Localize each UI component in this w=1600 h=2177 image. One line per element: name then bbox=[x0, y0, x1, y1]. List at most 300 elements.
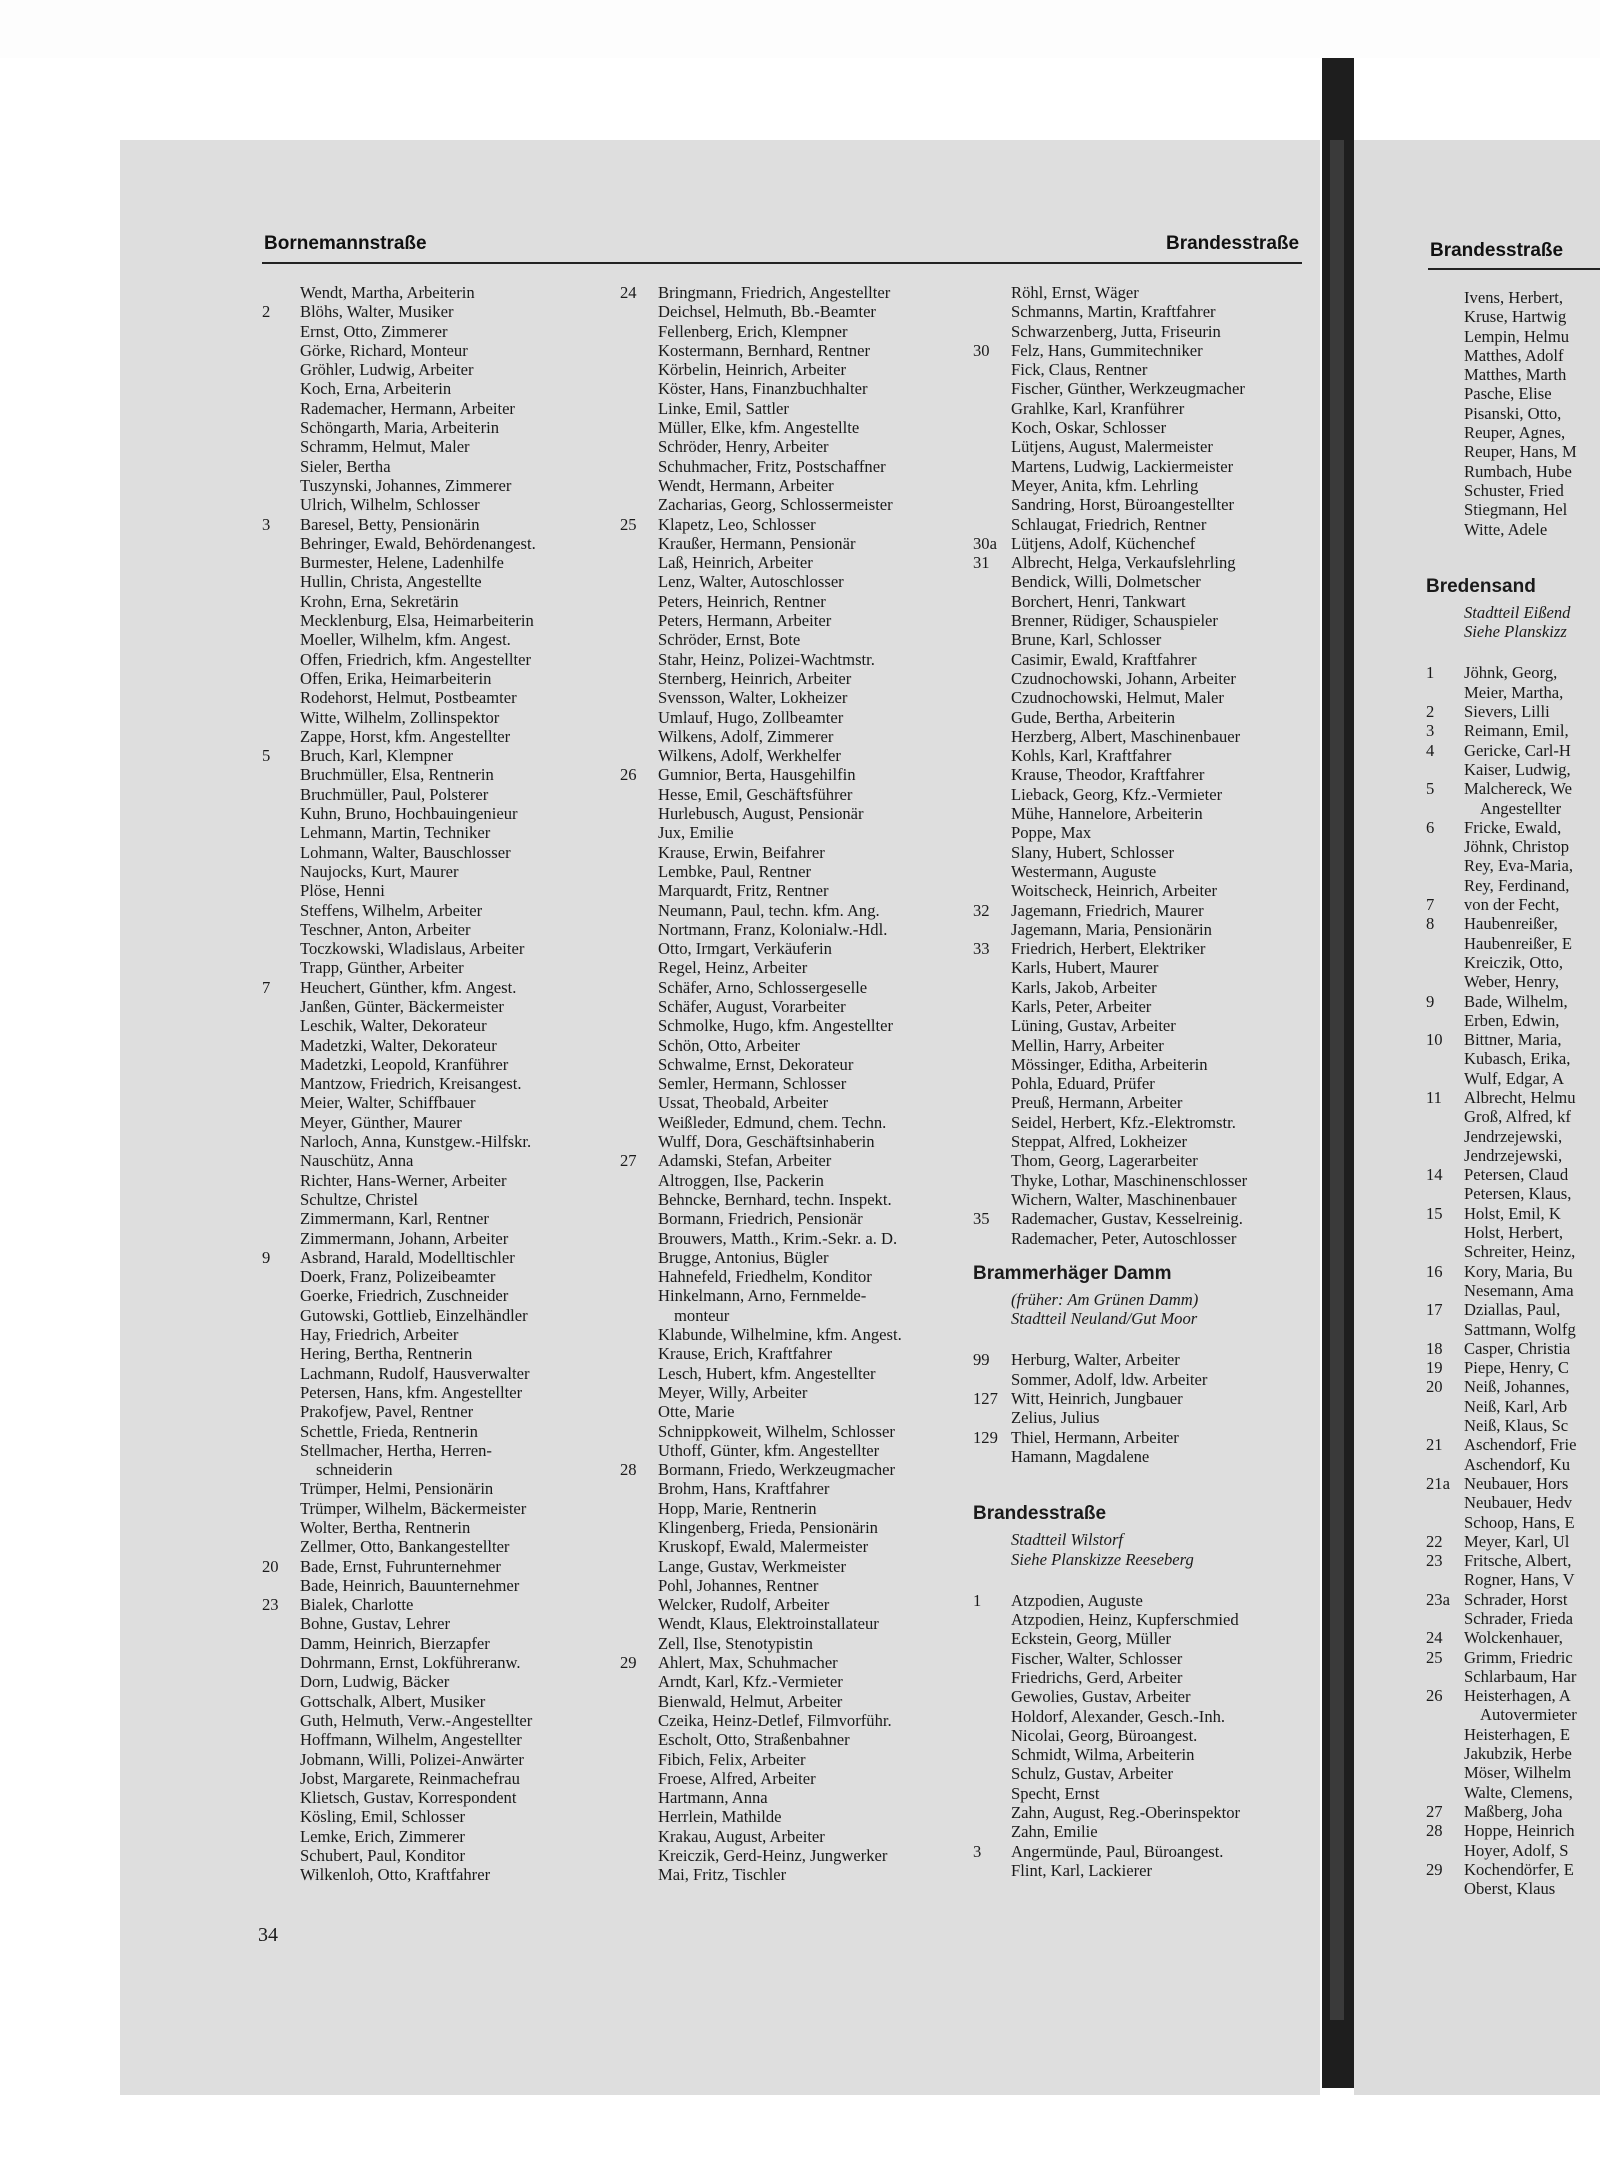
resident-name: Fricke, Ewald, bbox=[1464, 817, 1562, 837]
resident-name: Sievers, Lilli bbox=[1464, 702, 1550, 722]
directory-entry bbox=[262, 1865, 602, 1884]
resident-name: Semler, Hermann, Schlosser bbox=[658, 1074, 847, 1094]
directory-entry bbox=[262, 592, 602, 611]
directory-entry bbox=[262, 1576, 602, 1595]
directory-entry bbox=[973, 1055, 1313, 1074]
middle-running-header: Brandesstraße bbox=[1166, 233, 1300, 254]
right-header-rule bbox=[1428, 268, 1600, 270]
resident-name: Meyer, Anita, kfm. Lehrling bbox=[1011, 475, 1199, 495]
directory-entry bbox=[973, 418, 1313, 437]
directory-entry bbox=[620, 302, 960, 321]
resident-name: Brouwers, Matth., Krim.-Sekr. a. D. bbox=[658, 1228, 898, 1248]
resident-name: Schäfer, Arno, Schlossergeselle bbox=[658, 977, 868, 997]
directory-entry bbox=[1426, 1377, 1600, 1396]
directory-entry bbox=[973, 765, 1313, 784]
resident-name: Schreiter, Heinz, bbox=[1464, 1242, 1576, 1262]
resident-name: Behringer, Ewald, Behördenangest. bbox=[300, 533, 536, 553]
directory-entry bbox=[620, 457, 960, 476]
directory-entry bbox=[262, 1653, 602, 1672]
directory-entry bbox=[1426, 1802, 1600, 1821]
directory-entry bbox=[262, 862, 602, 881]
directory-entry bbox=[262, 1499, 602, 1518]
resident-name: Froese, Alfred, Arbeiter bbox=[658, 1768, 816, 1788]
directory-entry bbox=[1426, 1860, 1600, 1879]
house-number: 10 bbox=[1426, 1030, 1443, 1050]
house-number: 6 bbox=[1426, 817, 1435, 837]
house-number: 15 bbox=[1426, 1203, 1443, 1223]
resident-name: Klingenberg, Frieda, Pensionärin bbox=[658, 1518, 878, 1537]
directory-entry bbox=[620, 437, 960, 456]
directory-entry bbox=[620, 1229, 960, 1248]
resident-name: Kraußer, Hermann, Pensionär bbox=[658, 533, 856, 553]
resident-name: Schwarzenberg, Jutta, Friseurin bbox=[1011, 321, 1221, 341]
directory-entry bbox=[973, 1822, 1313, 1841]
resident-name: Goerke, Friedrich, Zuschneider bbox=[300, 1286, 509, 1306]
directory-entry bbox=[262, 1769, 602, 1788]
directory-entry bbox=[620, 727, 960, 746]
resident-name: Martens, Ludwig, Lackiermeister bbox=[1011, 456, 1234, 476]
directory-entry bbox=[973, 1803, 1313, 1822]
directory-entry bbox=[262, 1479, 602, 1498]
directory-entry bbox=[620, 1827, 960, 1846]
directory-entry bbox=[973, 1764, 1313, 1783]
resident-name: Baresel, Betty, Pensionärin bbox=[300, 514, 480, 534]
directory-entry bbox=[262, 688, 602, 707]
directory-entry bbox=[262, 1171, 602, 1190]
resident-name: Brune, Karl, Schlosser bbox=[1011, 630, 1162, 650]
resident-name: Lehmann, Martin, Techniker bbox=[300, 823, 491, 843]
resident-name: Meyer, Günther, Maurer bbox=[300, 1112, 462, 1132]
directory-entry bbox=[620, 862, 960, 881]
resident-name: Sattmann, Wolfg bbox=[1464, 1319, 1576, 1339]
directory-entry bbox=[620, 1769, 960, 1788]
directory-entry bbox=[262, 1306, 602, 1325]
directory-entry bbox=[620, 1016, 960, 1035]
resident-name: Gewolies, Gustav, Arbeiter bbox=[1011, 1687, 1191, 1707]
resident-name: Mai, Fritz, Tischler bbox=[658, 1865, 787, 1885]
resident-name: Klietsch, Gustav, Korrespondent bbox=[300, 1788, 517, 1808]
directory-entry bbox=[1426, 1262, 1600, 1281]
directory-entry bbox=[620, 399, 960, 418]
directory-entry bbox=[262, 399, 602, 418]
house-number: 20 bbox=[1426, 1377, 1443, 1397]
directory-entry bbox=[973, 1842, 1313, 1861]
directory-entry bbox=[262, 881, 602, 900]
directory-entry bbox=[262, 1209, 602, 1228]
directory-entry bbox=[1426, 1069, 1600, 1088]
directory-entry bbox=[262, 1730, 602, 1749]
resident-name: Bialek, Charlotte bbox=[300, 1595, 414, 1615]
directory-entry bbox=[262, 322, 602, 341]
resident-name: Zacharias, Georg, Schlossermeister bbox=[658, 495, 893, 515]
street-note: Stadtteil Neuland/Gut Moor bbox=[1011, 1309, 1198, 1329]
house-number: 3 bbox=[973, 1841, 982, 1861]
directory-entry bbox=[620, 1846, 960, 1865]
directory-entry bbox=[620, 1171, 960, 1190]
house-number: 5 bbox=[262, 746, 271, 766]
resident-name: Hullin, Christa, Angestellte bbox=[300, 572, 482, 592]
directory-entry bbox=[1426, 1204, 1600, 1223]
resident-name: Mühe, Hannelore, Arbeiterin bbox=[1011, 804, 1203, 824]
directory-entry bbox=[1426, 1146, 1600, 1165]
resident-name: Reuper, Hans, M bbox=[1464, 442, 1577, 462]
directory-entry bbox=[620, 1576, 960, 1595]
resident-name: Trapp, Günther, Arbeiter bbox=[300, 958, 464, 978]
directory-entry bbox=[620, 843, 960, 862]
directory-entry bbox=[620, 746, 960, 765]
house-number: 25 bbox=[1426, 1647, 1443, 1667]
resident-name: Casper, Christia bbox=[1464, 1338, 1571, 1358]
resident-name: Atzpodien, Auguste bbox=[1011, 1590, 1143, 1610]
directory-entry bbox=[620, 379, 960, 398]
directory-entry bbox=[973, 1550, 1313, 1569]
directory-entry bbox=[1426, 1474, 1600, 1493]
resident-name: Pasche, Elise bbox=[1464, 384, 1552, 404]
directory-entry bbox=[1426, 837, 1600, 856]
directory-entry bbox=[1426, 972, 1600, 991]
directory-entry bbox=[620, 650, 960, 669]
directory-entry bbox=[262, 572, 602, 591]
directory-entry bbox=[1426, 1223, 1600, 1242]
resident-name: Plöse, Henni bbox=[300, 881, 385, 901]
resident-name: Ivens, Herbert, bbox=[1464, 288, 1564, 307]
resident-name: Madetzki, Walter, Dekorateur bbox=[300, 1035, 497, 1055]
resident-name: Gude, Bertha, Arbeiterin bbox=[1011, 707, 1176, 727]
resident-name: Zellmer, Otto, Bankangestellter bbox=[300, 1537, 510, 1557]
directory-entry bbox=[620, 823, 960, 842]
resident-name: Mellin, Harry, Arbeiter bbox=[1011, 1035, 1164, 1055]
resident-name: Casimir, Ewald, Kraftfahrer bbox=[1011, 649, 1197, 669]
directory-entry bbox=[620, 1653, 960, 1672]
resident-name: Lesch, Hubert, kfm. Angestellter bbox=[658, 1363, 876, 1383]
house-number: 35 bbox=[973, 1209, 990, 1229]
resident-name: Weißleder, Edmund, chem. Techn. bbox=[658, 1112, 887, 1132]
resident-name: Schön, Otto, Arbeiter bbox=[658, 1035, 800, 1055]
resident-name: Pohl, Johannes, Rentner bbox=[658, 1575, 819, 1595]
directory-entry bbox=[1426, 1648, 1600, 1667]
directory-entry bbox=[973, 283, 1313, 302]
resident-name: Zimmermann, Johann, Arbeiter bbox=[300, 1228, 509, 1248]
resident-name: Witt, Heinrich, Jungbauer bbox=[1011, 1389, 1183, 1409]
resident-name: Leschik, Walter, Dekorateur bbox=[300, 1016, 487, 1036]
resident-name: Haubenreißer, bbox=[1464, 914, 1558, 934]
resident-name: Witte, Adele bbox=[1464, 519, 1548, 539]
resident-name: Krakau, August, Arbeiter bbox=[658, 1826, 825, 1846]
resident-name: Nesemann, Ama bbox=[1464, 1280, 1574, 1300]
directory-entry bbox=[262, 1383, 602, 1402]
resident-name: Aschendorf, Frie bbox=[1464, 1435, 1577, 1455]
directory-entry bbox=[973, 785, 1313, 804]
resident-name: Mössinger, Editha, Arbeiterin bbox=[1011, 1054, 1208, 1074]
directory-entry bbox=[620, 920, 960, 939]
directory-entry bbox=[1426, 1184, 1600, 1203]
resident-name: Bruchmüller, Elsa, Rentnerin bbox=[300, 765, 494, 785]
directory-entry bbox=[1426, 346, 1600, 365]
resident-name: Dziallas, Paul, bbox=[1464, 1300, 1561, 1320]
house-number: 5 bbox=[1426, 779, 1435, 799]
resident-name: Schubert, Paul, Konditor bbox=[300, 1846, 465, 1866]
directory-entry bbox=[973, 495, 1313, 514]
spacer bbox=[1426, 539, 1600, 561]
house-number: 23a bbox=[1426, 1589, 1450, 1609]
resident-name: Peters, Hermann, Arbeiter bbox=[658, 611, 832, 631]
resident-name: Doerk, Franz, Polizeibeamter bbox=[300, 1267, 496, 1287]
directory-entry bbox=[620, 1422, 960, 1441]
directory-entry bbox=[1426, 1493, 1600, 1512]
house-number: 33 bbox=[973, 939, 990, 959]
resident-name: Czeika, Heinz-Detlef, Filmvorführ. bbox=[658, 1710, 892, 1730]
house-number: 19 bbox=[1426, 1358, 1443, 1378]
resident-name: Rodehorst, Helmut, Postbeamter bbox=[300, 688, 517, 708]
directory-entry bbox=[262, 785, 602, 804]
directory-entry bbox=[620, 669, 960, 688]
resident-name: Gutowski, Gottlieb, Einzelhändler bbox=[300, 1305, 528, 1325]
directory-entry bbox=[973, 1290, 1313, 1309]
directory-entry bbox=[973, 341, 1313, 360]
house-number: 24 bbox=[1426, 1628, 1443, 1648]
directory-entry bbox=[262, 823, 602, 842]
resident-name: Bade, Heinrich, Bauunternehmer bbox=[300, 1575, 520, 1595]
resident-name: Möser, Wilhelm bbox=[1464, 1763, 1572, 1783]
resident-name: Blöhs, Walter, Musiker bbox=[300, 302, 454, 322]
directory-entry bbox=[1426, 1339, 1600, 1358]
resident-name: Köster, Hans, Finanzbuchhalter bbox=[658, 379, 868, 399]
directory-entry bbox=[620, 708, 960, 727]
directory-entry bbox=[1426, 1127, 1600, 1146]
resident-name: Bormann, Friedrich, Pensionär bbox=[658, 1209, 863, 1229]
directory-entry bbox=[620, 1634, 960, 1653]
resident-name: Stahr, Heinz, Polizei-Wachtmstr. bbox=[658, 649, 875, 669]
resident-name: Gröhler, Ludwig, Arbeiter bbox=[300, 360, 474, 380]
resident-name: Röhl, Ernst, Wäger bbox=[1011, 283, 1139, 302]
directory-entry bbox=[620, 1711, 960, 1730]
resident-name: Matthes, Marth bbox=[1464, 365, 1567, 385]
resident-name: Schlarbaum, Har bbox=[1464, 1666, 1577, 1686]
resident-name: Kösling, Emil, Schlosser bbox=[300, 1807, 466, 1827]
resident-name: Schmidt, Wilma, Arbeiterin bbox=[1011, 1745, 1195, 1765]
directory-entry bbox=[620, 1499, 960, 1518]
directory-entry bbox=[620, 1036, 960, 1055]
directory-entry bbox=[262, 1190, 602, 1209]
directory-entry bbox=[973, 746, 1313, 765]
resident-name: Schlaugat, Friedrich, Rentner bbox=[1011, 514, 1207, 534]
house-number: 32 bbox=[973, 900, 990, 920]
house-number: 21 bbox=[1426, 1435, 1443, 1455]
directory-entry bbox=[262, 1750, 602, 1769]
directory-entry bbox=[973, 1350, 1313, 1369]
resident-name: Schrader, Frieda bbox=[1464, 1609, 1573, 1628]
directory-entry bbox=[620, 1190, 960, 1209]
resident-name: Fibich, Felix, Arbeiter bbox=[658, 1749, 806, 1769]
house-number: 21a bbox=[1426, 1473, 1450, 1493]
resident-name: Regel, Heinz, Arbeiter bbox=[658, 958, 808, 978]
resident-name: Preuß, Hermann, Arbeiter bbox=[1011, 1093, 1183, 1113]
directory-entry bbox=[973, 939, 1313, 958]
directory-entry bbox=[620, 804, 960, 823]
resident-name: Bruchmüller, Paul, Polsterer bbox=[300, 784, 489, 804]
resident-name: Wilkens, Adolf, Zimmerer bbox=[658, 726, 834, 746]
resident-name: Jagemann, Maria, Pensionärin bbox=[1011, 919, 1212, 939]
directory-entry bbox=[262, 1422, 602, 1441]
directory-entry bbox=[262, 958, 602, 977]
resident-name: Aschendorf, Ku bbox=[1464, 1454, 1570, 1474]
directory-entry bbox=[973, 534, 1313, 553]
resident-name: Lütjens, Adolf, Küchenchef bbox=[1011, 533, 1196, 553]
directory-entry bbox=[620, 515, 960, 534]
directory-entry bbox=[262, 1151, 602, 1170]
directory-entry bbox=[1426, 1088, 1600, 1107]
house-number: 99 bbox=[973, 1350, 990, 1370]
resident-name: Malchereck, We bbox=[1464, 779, 1573, 799]
resident-name: Wulf, Edgar, A bbox=[1464, 1068, 1565, 1088]
resident-name: Heuchert, Günther, kfm. Angest. bbox=[300, 977, 517, 997]
house-number: 22 bbox=[1426, 1531, 1443, 1551]
directory-entry bbox=[262, 1325, 602, 1344]
resident-name: Bade, Ernst, Fuhrunternehmer bbox=[300, 1556, 501, 1576]
house-number: 16 bbox=[1426, 1261, 1443, 1281]
resident-name: Schramm, Helmut, Maler bbox=[300, 437, 470, 457]
directory-entry bbox=[620, 476, 960, 495]
resident-name: Schmanns, Martin, Kraftfahrer bbox=[1011, 302, 1216, 322]
resident-name: Wolckenhauer, bbox=[1464, 1628, 1563, 1648]
resident-name: Umlauf, Hugo, Zollbeamter bbox=[658, 707, 844, 727]
directory-entry bbox=[973, 881, 1313, 900]
resident-name: Körbelin, Heinrich, Arbeiter bbox=[658, 360, 847, 380]
resident-name: Jendrzejewski, bbox=[1464, 1145, 1563, 1165]
directory-entry bbox=[620, 1595, 960, 1614]
resident-name: Kuhn, Bruno, Hochbauingenieur bbox=[300, 804, 518, 824]
resident-name: Schöngarth, Maria, Arbeiterin bbox=[300, 418, 500, 438]
directory-entry bbox=[262, 360, 602, 379]
resident-name: Meier, Martha, bbox=[1464, 682, 1564, 702]
directory-entry bbox=[620, 1209, 960, 1228]
resident-name: Rogner, Hans, V bbox=[1464, 1570, 1575, 1590]
resident-name: Czudnochowski, Helmut, Maler bbox=[1011, 688, 1224, 708]
directory-entry bbox=[620, 283, 960, 302]
directory-entry bbox=[973, 1745, 1313, 1764]
resident-name: Holst, Herbert, bbox=[1464, 1223, 1564, 1243]
directory-entry bbox=[973, 1309, 1313, 1328]
directory-entry bbox=[1426, 760, 1600, 779]
directory-entry bbox=[620, 1113, 960, 1132]
directory-entry bbox=[262, 1016, 602, 1035]
resident-name: Pisanski, Otto, bbox=[1464, 403, 1562, 423]
house-number: 27 bbox=[620, 1151, 637, 1171]
house-number: 27 bbox=[1426, 1801, 1443, 1821]
directory-entry bbox=[1426, 1300, 1600, 1319]
directory-entry bbox=[973, 1591, 1313, 1610]
resident-name: Schuster, Fried bbox=[1464, 480, 1564, 500]
spacer bbox=[973, 1328, 1313, 1350]
resident-name: Friedrich, Herbert, Elektriker bbox=[1011, 939, 1206, 959]
directory-column-2 bbox=[620, 283, 960, 1885]
directory-entry bbox=[1426, 683, 1600, 702]
directory-entry bbox=[262, 1672, 602, 1691]
resident-name: Meyer, Karl, Ul bbox=[1464, 1531, 1570, 1551]
directory-entry bbox=[973, 1428, 1313, 1447]
directory-entry bbox=[1426, 1783, 1600, 1802]
directory-entry bbox=[262, 1229, 602, 1248]
directory-entry bbox=[262, 1692, 602, 1711]
directory-entry bbox=[973, 437, 1313, 456]
directory-entry bbox=[262, 804, 602, 823]
directory-entry bbox=[262, 1807, 602, 1826]
book-gutter-shadow bbox=[1330, 140, 1344, 2020]
directory-entry bbox=[1426, 423, 1600, 442]
resident-name: Holst, Emil, K bbox=[1464, 1203, 1561, 1223]
directory-entry bbox=[973, 1190, 1313, 1209]
directory-entry bbox=[1426, 818, 1600, 837]
directory-entry bbox=[973, 399, 1313, 418]
resident-name: Thyke, Lothar, Maschinenschlosser bbox=[1011, 1170, 1248, 1190]
resident-name: Lange, Gustav, Werkmeister bbox=[658, 1556, 847, 1576]
directory-entry bbox=[1426, 462, 1600, 481]
directory-entry bbox=[262, 534, 602, 553]
directory-entry bbox=[262, 302, 602, 321]
directory-entry bbox=[973, 630, 1313, 649]
resident-name: Wilkenloh, Otto, Kraftfahrer bbox=[300, 1865, 491, 1885]
directory-entry bbox=[1426, 876, 1600, 895]
resident-name: Kaiser, Ludwig, bbox=[1464, 759, 1571, 779]
directory-entry bbox=[973, 1074, 1313, 1093]
resident-name: Weber, Henry, bbox=[1464, 972, 1560, 992]
directory-entry bbox=[973, 823, 1313, 842]
directory-entry bbox=[973, 302, 1313, 321]
resident-name: Kostermann, Bernhard, Rentner bbox=[658, 340, 870, 360]
street-heading: Brammerhäger Damm bbox=[973, 1262, 1172, 1284]
directory-entry bbox=[620, 553, 960, 572]
directory-entry bbox=[973, 1668, 1313, 1687]
resident-name: Bohne, Gustav, Lehrer bbox=[300, 1614, 451, 1634]
directory-column-4 bbox=[1426, 288, 1600, 1898]
directory-entry bbox=[1426, 481, 1600, 500]
directory-entry bbox=[973, 1610, 1313, 1629]
directory-entry bbox=[1426, 500, 1600, 519]
resident-name: Schettle, Frieda, Rentnerin bbox=[300, 1421, 478, 1441]
directory-entry bbox=[1426, 1609, 1600, 1628]
resident-name: Offen, Friedrich, kfm. Angestellter bbox=[300, 649, 532, 669]
directory-entry bbox=[620, 688, 960, 707]
directory-entry bbox=[262, 611, 602, 630]
directory-entry bbox=[262, 843, 602, 862]
resident-name: Lütjens, August, Malermeister bbox=[1011, 437, 1213, 457]
resident-name: Neumann, Paul, techn. kfm. Ang. bbox=[658, 900, 880, 920]
resident-name: Narloch, Anna, Kunstgew.-Hilfskr. bbox=[300, 1132, 532, 1152]
directory-entry bbox=[1426, 953, 1600, 972]
resident-name: Hay, Friedrich, Arbeiter bbox=[300, 1325, 459, 1345]
directory-entry bbox=[620, 1055, 960, 1074]
directory-entry bbox=[620, 360, 960, 379]
directory-entry bbox=[973, 1132, 1313, 1151]
directory-entry bbox=[1426, 1165, 1600, 1184]
house-number: 3 bbox=[262, 514, 271, 534]
directory-entry bbox=[973, 611, 1313, 630]
directory-entry bbox=[620, 592, 960, 611]
directory-entry bbox=[620, 1537, 960, 1556]
directory-entry bbox=[1426, 1551, 1600, 1570]
resident-name: Schröder, Henry, Arbeiter bbox=[658, 437, 829, 457]
resident-name: Seidel, Herbert, Kfz.-Elektromstr. bbox=[1011, 1112, 1236, 1132]
resident-name: Hinkelmann, Arno, Fernmelde- bbox=[658, 1286, 867, 1306]
resident-name: Meyer, Willy, Arbeiter bbox=[658, 1382, 808, 1402]
resident-name: Flint, Karl, Lackierer bbox=[1011, 1860, 1152, 1880]
directory-entry bbox=[262, 283, 602, 302]
resident-name: Grahlke, Karl, Kranführer bbox=[1011, 398, 1185, 418]
directory-entry bbox=[262, 1460, 602, 1479]
resident-name: Albrecht, Helmu bbox=[1464, 1087, 1576, 1107]
right-running-header: Brandesstraße bbox=[1430, 240, 1564, 261]
resident-name: Bade, Wilhelm, bbox=[1464, 991, 1568, 1011]
